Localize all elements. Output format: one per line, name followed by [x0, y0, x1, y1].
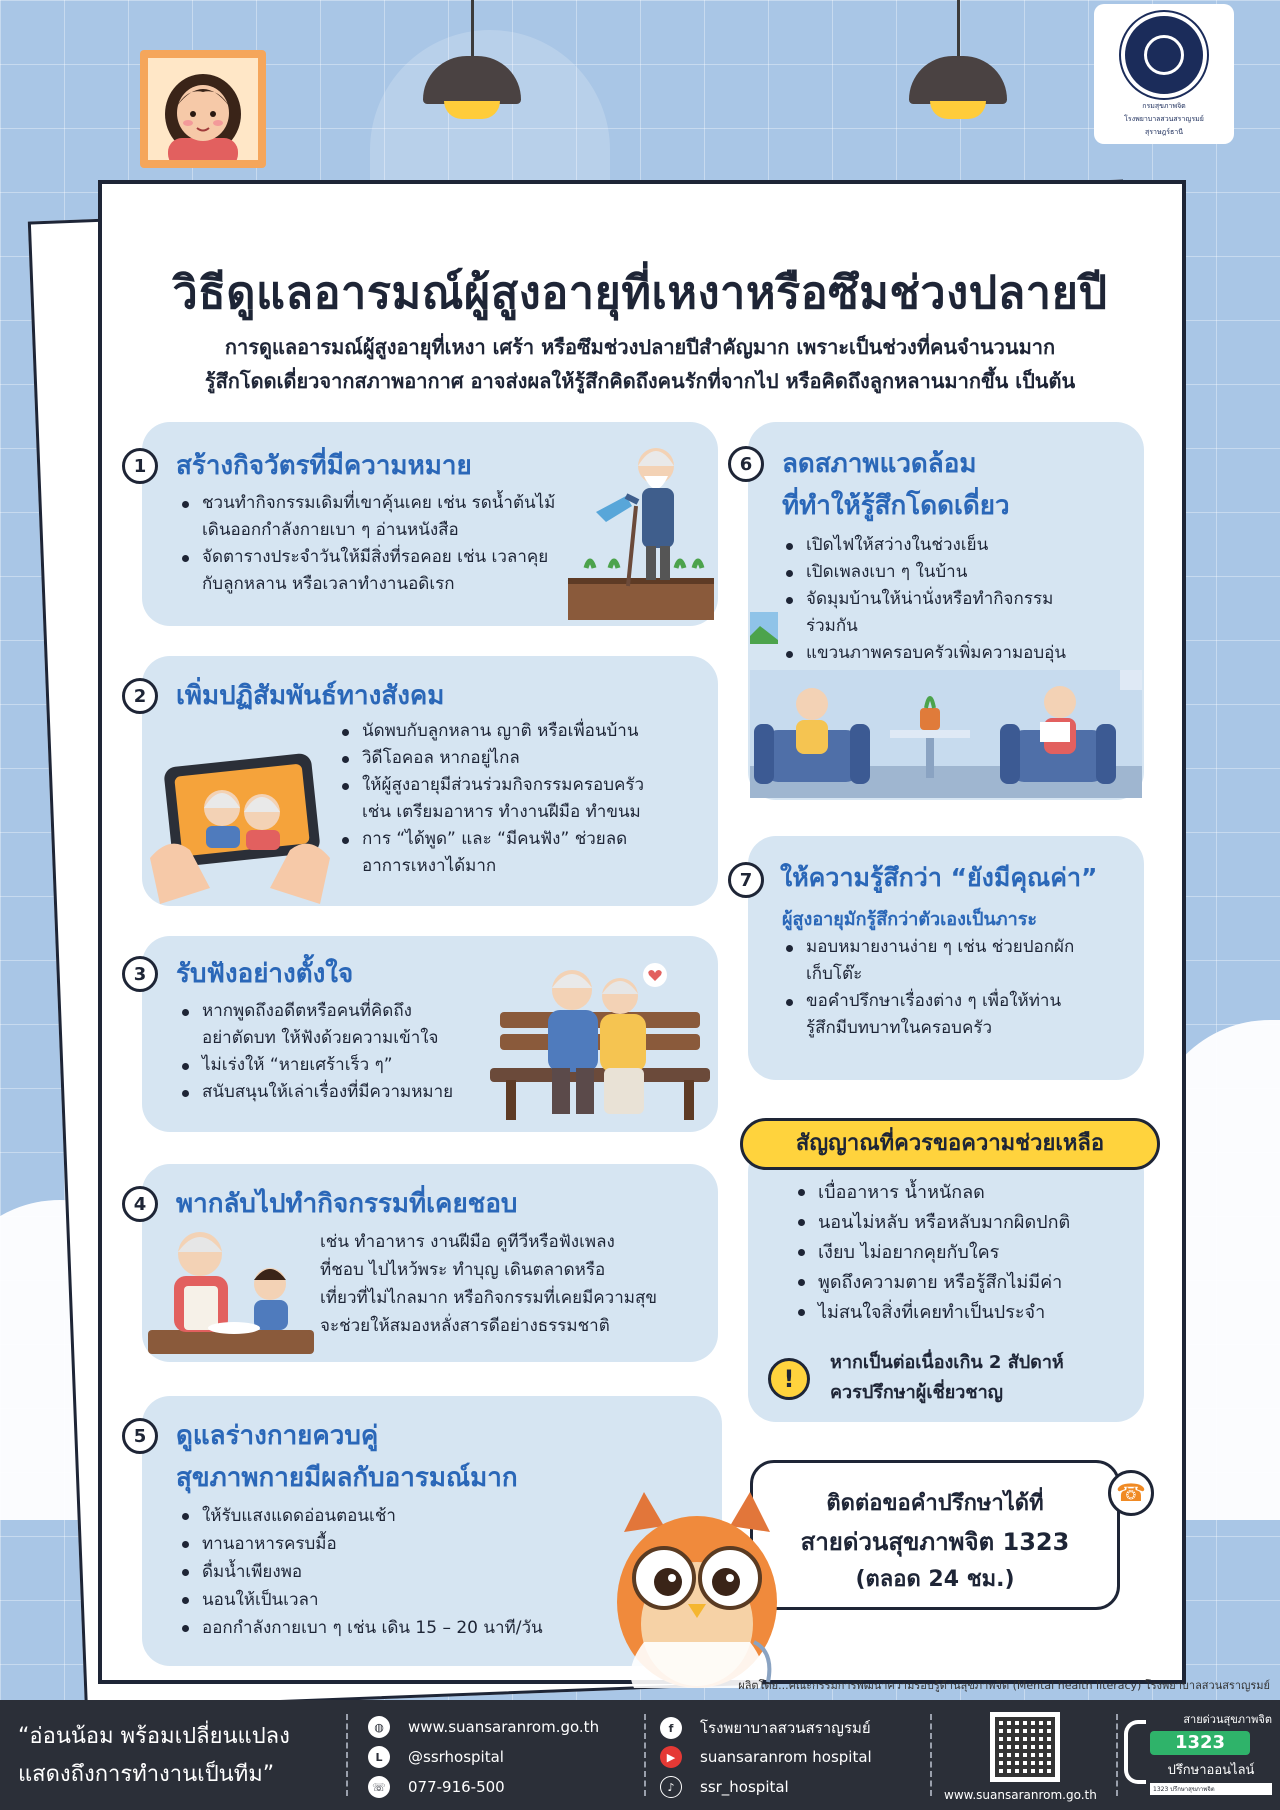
- phone-ringing-icon: ☎: [1108, 1470, 1154, 1516]
- card-6-item: เปิดไฟให้สว่างในช่วงเย็น: [784, 532, 1134, 559]
- warning-sign-item: นอนไม่หลับ หรือหลับมากผิดปกติ: [796, 1208, 1136, 1238]
- footer-hotline-sub: ปรึกษาออนไลน์: [1167, 1763, 1255, 1778]
- footer-facebook[interactable]: [660, 1716, 871, 1740]
- card-7-list: [784, 934, 1134, 1042]
- card-5-item: ทานอาหารครบมื้อ: [180, 1530, 640, 1558]
- qr-code[interactable]: [990, 1712, 1060, 1782]
- card-5-item: ดื่มน้ำเพียงพอ: [180, 1558, 640, 1586]
- elderly-couple-bench-illustration: [490, 956, 710, 1126]
- girl-portrait-icon: [148, 58, 258, 160]
- card-7-item: รู้สึกมีบทบาทในครอบครัว: [806, 1018, 993, 1038]
- elderly-watering-plants-illustration: [566, 436, 716, 626]
- youtube-text[interactable]: suansaranrom hospital: [700, 1748, 872, 1766]
- warning-sign-item: เงียบ ไม่อยากคุยกับใคร: [796, 1238, 1136, 1268]
- card-5-item: ให้รับแสงแดดอ่อนตอนเช้า: [180, 1502, 640, 1530]
- page-subtitle: [100, 330, 1180, 398]
- footer-hotline-small: 1323 ปรึกษาสุขภาพจิต: [1150, 1783, 1272, 1795]
- card-6-title-2: ที่ทำให้รู้สึกโดดเดี่ยว: [782, 491, 1010, 521]
- card-2-number: 2: [122, 678, 158, 714]
- hotline-box: [750, 1460, 1120, 1610]
- card-7-item: มอบหมายงานง่าย ๆ เช่น ช่วยปอกผัก: [784, 934, 1134, 961]
- card-1-number: 1: [122, 448, 158, 484]
- footer-line[interactable]: [368, 1746, 504, 1768]
- card-5-title-2: สุขภาพกายมีผลกับอารมณ์มาก: [176, 1463, 518, 1493]
- footer-divider: [644, 1714, 646, 1796]
- card-6-list: [784, 532, 1134, 667]
- card-4-line: ที่ชอบ ไปไหว้พระ ทำบุญ เดินตลาดหรือ: [320, 1260, 606, 1280]
- footer-divider: [346, 1714, 348, 1796]
- card-4-line: เช่น ทำอาหาร งานฝีมือ ดูทีวีหรือฟังเพลง: [320, 1232, 615, 1252]
- footer-youtube[interactable]: [660, 1746, 872, 1768]
- card-7-subtitle: ผู้สูงอายุมักรู้สึกว่าตัวเองเป็นภาระ: [782, 909, 1038, 930]
- card-7-item: ขอคำปรึกษาเรื่องต่าง ๆ เพื่อให้ท่าน: [784, 988, 1134, 1015]
- warning-sign-item: เบื่ออาหาร น้ำหนักลด: [796, 1178, 1136, 1208]
- facebook-text[interactable]: โรงพยาบาลสวนสราญรมย์: [700, 1719, 871, 1737]
- heart-icon: [642, 962, 668, 988]
- owl-mascot-illustration: [604, 1492, 790, 1692]
- warning-sign-item: ไม่สนใจสิ่งที่เคยทำเป็นประจำ: [796, 1298, 1136, 1328]
- card-1-list: [180, 490, 610, 598]
- card-1-item: เดินออกกำลังกายเบา ๆ อ่านหนังสือ: [202, 520, 459, 540]
- card-3-number: 3: [122, 956, 158, 992]
- warning-advice-line-2: ควรปรึกษาผู้เชี่ยวชาญ: [830, 1382, 1004, 1403]
- card-4-title: พากลับไปทำกิจกรรมที่เคยชอบ: [176, 1189, 518, 1219]
- card-3-item: หากพูดถึงอดีตหรือคนที่คิดถึง: [180, 998, 510, 1025]
- phone-icon: ☏: [368, 1776, 390, 1798]
- tiktok-icon: ♪: [660, 1776, 682, 1798]
- footer-divider: [1116, 1714, 1118, 1796]
- card-5-title-1: ดูแลร่างกายควบคู่: [176, 1421, 379, 1451]
- card-1-item: กับลูกหลาน หรือเวลาทำงานอดิเรก: [202, 574, 455, 594]
- hotline-line-2: สายด่วนสุขภาพจิต 1323: [800, 1528, 1070, 1556]
- card-3-list: [180, 998, 510, 1106]
- warning-advice: [830, 1348, 1064, 1408]
- lamp-cord-right: [957, 0, 960, 56]
- slogan-line-2: แสดงถึงการทำงานเป็นทีม”: [18, 1762, 275, 1787]
- phone-text[interactable]: 077-916-500: [408, 1778, 505, 1796]
- grandma-cooking-with-child-illustration: [148, 1220, 314, 1360]
- card-6-item: แขวนภาพครอบครัวเพิ่มความอบอุ่น: [784, 640, 1134, 667]
- card-6-item: ร่วมกัน: [806, 616, 858, 636]
- living-room-illustration: [750, 670, 1142, 798]
- window-picture-icon: [750, 612, 778, 644]
- line-app-icon: L: [368, 1746, 390, 1768]
- facebook-icon: f: [660, 1717, 682, 1739]
- card-4-text: [320, 1228, 718, 1340]
- footer-hotline-label: สายด่วนสุขภาพจิต: [1183, 1713, 1272, 1726]
- footer-divider: [930, 1714, 932, 1796]
- subtitle-line-1: การดูแลอารมณ์ผู้สูงอายุที่เหงา เศร้า หรือซึมช่วงปลายปีสำคัญมาก เพราะเป็นช่วงที่คนจำนวนมาก: [224, 335, 1056, 359]
- warning-advice-line-1: หากเป็นต่อเนื่องเกิน 2 สัปดาห์: [830, 1352, 1064, 1373]
- card-6-item: จัดมุมบ้านให้น่านั่งหรือทำกิจกรรม: [784, 586, 1134, 613]
- card-2-list: [340, 718, 720, 880]
- hotline-line-3: (ตลอด 24 ชม.): [855, 1567, 1015, 1592]
- card-1-title: สร้างกิจวัตรที่มีความหมาย: [176, 451, 472, 481]
- card-4-line: เที่ยวที่ไม่ไกลมาก หรือกิจกรรมที่เคยมีความสุข: [320, 1288, 657, 1308]
- card-6-number: 6: [728, 446, 764, 482]
- footer-tiktok[interactable]: [660, 1776, 789, 1798]
- lamp-cord-left: [471, 0, 474, 56]
- footer-slogan: [18, 1718, 290, 1794]
- card-2-item: เช่น เตรียมอาหาร ทำงานฝีมือ ทำขนม: [362, 802, 641, 822]
- card-3-item: ไม่เร่งให้ “หายเศร้าเร็ว ๆ”: [180, 1052, 510, 1079]
- slogan-line-1: “อ่อนน้อม พร้อมเปลี่ยนแปลง: [18, 1724, 290, 1749]
- logo-line-2: โรงพยาบาลสวนสราญรมย์: [1124, 115, 1204, 123]
- card-6-item: เปิดเพลงเบา ๆ ในบ้าน: [784, 559, 1134, 586]
- line-id-text[interactable]: @ssrhospital: [408, 1748, 504, 1766]
- card-2-item: การ “ได้พูด” และ “มีคนฟัง” ช่วยลด: [340, 826, 720, 853]
- warning-sign-item: พูดถึงความตาย หรือรู้สึกไม่มีค่า: [796, 1268, 1136, 1298]
- card-2-item: อาการเหงาได้มาก: [362, 856, 497, 876]
- card-3-item: สนับสนุนให้เล่าเรื่องที่มีความหมาย: [180, 1079, 510, 1106]
- footer-bar: [0, 1700, 1280, 1810]
- youtube-icon: ▶: [660, 1746, 682, 1768]
- card-5-item: ออกกำลังกายเบา ๆ เช่น เดิน 15 – 20 นาที/วัน: [180, 1614, 640, 1642]
- qr-website-text: www.suansaranrom.go.th: [944, 1788, 1097, 1802]
- credit-text: ผลิตโดย...คณะกรรมการพัฒนาความรอบรู้ด้านสุขภาพจิต (Mental health literacy) โรงพยาบาลสวนสราญรมย์: [738, 1679, 1270, 1692]
- card-5-item: นอนให้เป็นเวลา: [180, 1586, 640, 1614]
- card-3-title: รับฟังอย่างตั้งใจ: [176, 959, 354, 989]
- card-5-list: [180, 1502, 640, 1642]
- card-5-number: 5: [122, 1418, 158, 1454]
- wall-picture-frame: [140, 50, 266, 168]
- card-4-line: จะช่วยให้สมองหลั่งสารดีอย่างธรรมชาติ: [320, 1316, 610, 1336]
- subtitle-line-2: รู้สึกโดดเดี่ยวจากสภาพอากาศ อาจส่งผลให้รู้สึกคิดถึงคนรักที่จากไป หรือคิดถึงลูกหลานมากขึ้น เป็นต้น: [204, 369, 1076, 393]
- card-4-number: 4: [122, 1186, 158, 1222]
- warning-signs-title: สัญญาณที่ควรขอความช่วยเหลือ: [740, 1118, 1160, 1170]
- footer-website[interactable]: [368, 1716, 599, 1738]
- card-7-title: ให้ความรู้สึกว่า “ยังมีคุณค่า”: [780, 863, 1098, 892]
- card-3-item: อย่าตัดบท ให้ฟังด้วยความเข้าใจ: [202, 1028, 439, 1048]
- globe-icon: ◍: [368, 1716, 390, 1738]
- card-1-item: จัดตารางประจำวันให้มีสิ่งที่รอคอย เช่น เวลาคุย: [180, 544, 610, 571]
- hotline-line-1: ติดต่อขอคำปรึกษาได้ที่: [826, 1491, 1044, 1516]
- footer-hotline-number[interactable]: 1323: [1150, 1731, 1250, 1755]
- footer-phone[interactable]: [368, 1776, 505, 1798]
- ministry-seal-icon: [1121, 12, 1207, 98]
- logo-line-3: สุราษฎร์ธานี: [1144, 128, 1184, 136]
- card-2-item: วิดีโอคอล หากอยู่ไกล: [340, 745, 720, 772]
- website-text[interactable]: www.suansaranrom.go.th: [408, 1718, 600, 1736]
- card-7-number: 7: [728, 862, 764, 898]
- page-title: วิธีดูแลอารมณ์ผู้สูงอายุที่เหงาหรือซึมช่วงปลายปี: [172, 266, 1108, 319]
- card-2-title: เพิ่มปฏิสัมพันธ์ทางสังคม: [176, 681, 445, 711]
- footer-hotline[interactable]: [1132, 1710, 1272, 1795]
- card-1-item: ชวนทำกิจกรรมเดิมที่เขาคุ้นเคย เช่น รดน้ำต้นไม้: [180, 490, 610, 517]
- logo-line-1: กรมสุขภาพจิต: [1142, 102, 1186, 110]
- video-call-tablet-illustration: [150, 738, 330, 904]
- exclamation-icon: !: [768, 1358, 810, 1400]
- hospital-logo: [1094, 4, 1234, 144]
- card-6-title-1: ลดสภาพแวดล้อม: [782, 449, 977, 479]
- tiktok-text[interactable]: ssr_hospital: [700, 1778, 789, 1796]
- card-7-item: เก็บโต๊ะ: [806, 964, 863, 984]
- card-2-item: นัดพบกับลูกหลาน ญาติ หรือเพื่อนบ้าน: [340, 718, 720, 745]
- warning-signs-list: [796, 1178, 1136, 1328]
- card-2-item: ให้ผู้สูงอายุมีส่วนร่วมกิจกรรมครอบครัว: [340, 772, 720, 799]
